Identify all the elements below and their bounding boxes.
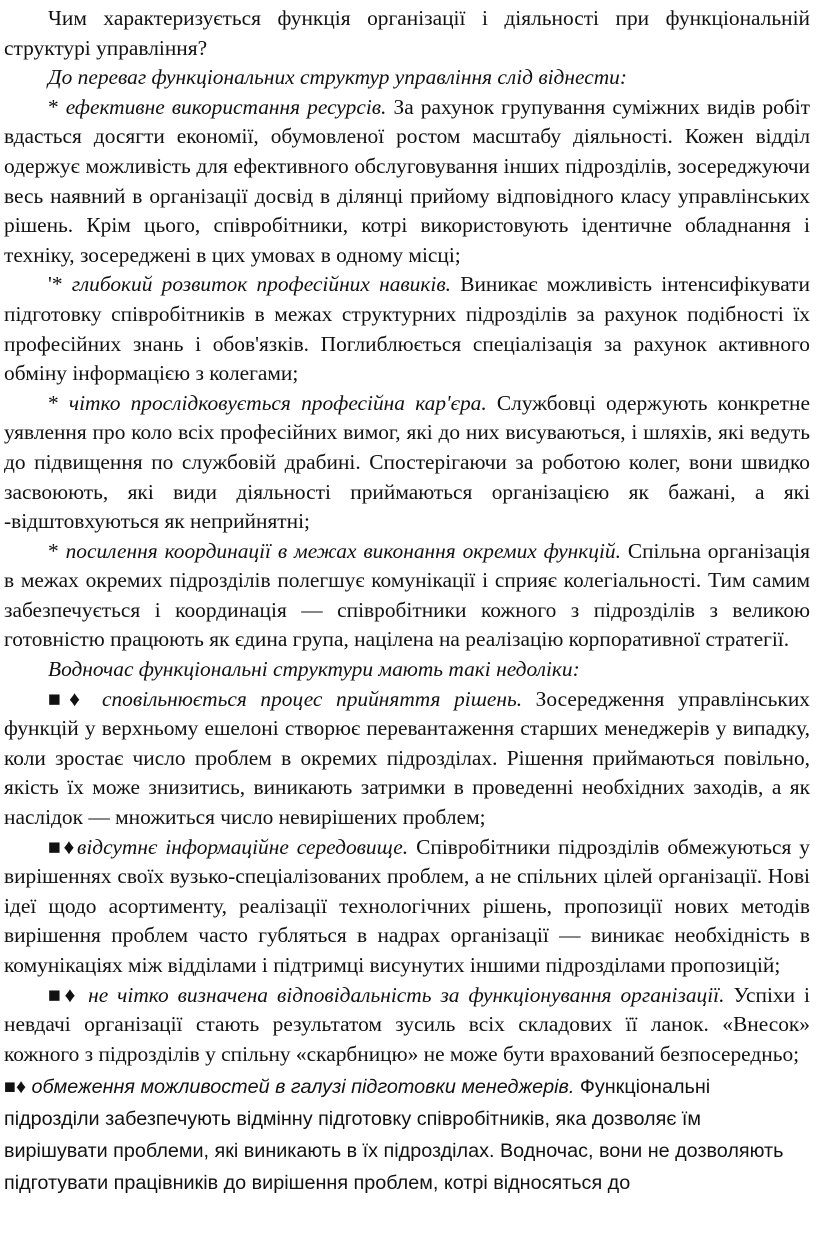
advantage-title: чітко прослідковується професійна кар'єра. [68,390,487,415]
bullet-asterisk-icon: * [48,94,59,119]
advantage-item [4,270,810,388]
disadvantage-text: Співробітники підрозділів обмежуються у вирішеннях своїх вузько-спеціалізованих проблем, а не спільних цілей організації. Нові ідеї щодо асортименту, реалізації технологічних рішень, пропозиції нових методів вирішення проблем часто губляться в надрах організації — виникає необхідність в комунікаціях між відділами і підтримці висунутих іншими підрозділами пропозицій; [4,834,810,977]
disadvantage-item [4,833,810,981]
disadvantage-text: Успіхи і невдачі організації стають результатом зусиль всіх складових її ланок. «Внесок» кожного з підрозділів у спільну «скарбницю» не може бути врахований безпосередньо; [4,982,810,1066]
advantage-text: Спільна організація в межах окремих підрозділів полегшує комунікації і сприяє колегіальності. Тим самим забезпечується і координація — співробітники кожного з підрозділів з великою готовністю працюють як єдина група, націлена на реалізацію корпоративної стратегії. [4,538,810,652]
advantage-text: Виникає можливість інтенсифікувати підготовку співробітників в межах структурних підрозділів за рахунок подібності їх професійних знань і обов'язків. Поглиблюється спеціалізація за рахунок активного обміну інформацією з колегами; [4,272,810,386]
disadvantage-title: не чітко визначена відповідальність за функціонування організації. [88,982,725,1007]
bullet-asterisk-icon: * [48,538,59,563]
advantage-item [4,389,810,537]
disadvantage-item [4,1071,810,1199]
advantage-title: посилення координації в межах виконання окремих функцій. [65,538,621,563]
bullet-asterisk-icon: * [48,390,59,415]
bullet-diamond-icon: ■♦ [48,834,78,859]
bullet-diamond-icon: ■♦ [48,982,80,1007]
disadvantage-title: сповільнюється процес прийняття рішень. [101,686,523,711]
bullet-diamond-icon: ■♦ [4,1076,27,1099]
advantage-text: Службовці одержують конкретне уявлення про коло всіх професійних вимог, які до них висуваються, і шляхів, які ведуть до підвищення по службовій драбині. Спостерігаючи за роботою колег, вони швидко засвоюють, які види діяльності приймаються організацією як бажані, а які -відштовхуються як неприйнятні; [4,390,810,534]
advantage-text: За рахунок групування суміжних видів робіт вдасться досягти економії, обумовленої ростом масштабу діяльності. Кожен відділ одержує можливість для ефективного обслуговування інших підрозділів, зосереджуючи весь наявний в організації досвід в ділянці прийому відповідного класу управлінських рішень. Крім цього, співробітники, котрі використовують ідентичне обладнання і техніку, зосереджені в цих умовах в одному місці; [4,94,811,267]
advantage-item [4,537,810,655]
advantage-title: ефективне використання ресурсів. [65,94,387,119]
disadvantage-text: Зосередження управлінських функцій у верхньому ешелоні створює перевантаження старших менеджерів у випадку, коли зростає число проблем в окремих підрозділах. Рішення приймаються повільно, якість їх може знизитись, виникають затримки в проведенні необхідних заходів, а як наслідок — множиться число невирішених проблем; [4,686,810,830]
disadvantage-title: обмеження можливостей в галузі підготовки менеджерів. [31,1076,575,1099]
advantage-title: глибокий розвиток професійних навиків. [71,272,451,297]
disadvantages-intro: Водночас функціональні структури мають такі недоліки: [48,657,580,682]
advantages-intro: До переваг функціональних структур управління слід віднести: [48,65,627,90]
disadvantage-title: відсутнє інформаційне середовище. [77,834,409,859]
bullet-asterisk-icon: '* [48,272,63,297]
question-paragraph: Чим характеризується функція організації і діяльності при функціональній структурі управління? [4,6,810,60]
advantage-item [4,93,810,271]
bullet-diamond-icon: ■♦ [48,686,89,711]
disadvantage-item [4,981,810,1070]
disadvantage-text: Функціональні підрозділи забезпечують відмінну підготовку співробітників, яка дозволяє їм вирішувати проблеми, які виникають в їх підрозділах. Водночас, вони не дозволяють підготувати працівників до вирішення проблем, котрі відносяться до [4,1076,784,1195]
disadvantage-item [4,685,810,833]
